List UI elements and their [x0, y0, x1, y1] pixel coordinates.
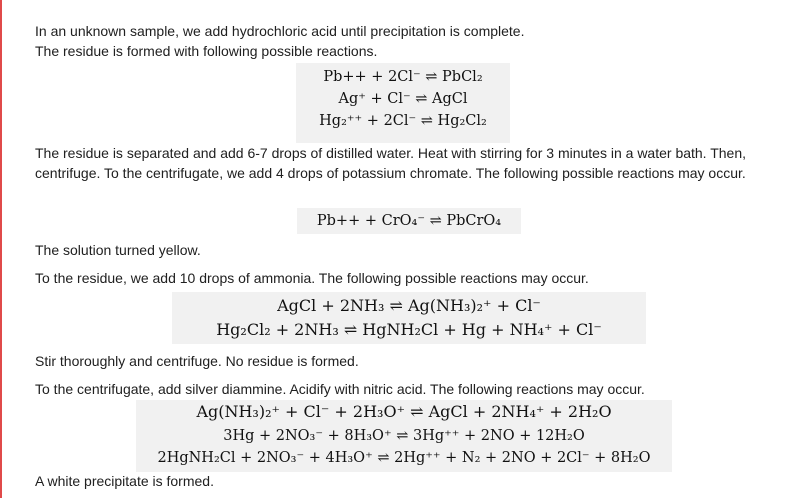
equation-hgnh2cl-oxidation: 2HgNH₂Cl + 2NO₃⁻ + 4H₃O⁺ ⇌ 2Hg⁺⁺ + N₂ + 2NO + 2Cl⁻ + 8H₂O [157, 450, 651, 466]
equation-group-3 [172, 292, 646, 344]
equation-group-4 [136, 400, 672, 472]
intro-line-2: The residue is formed with following possible reactions. [35, 43, 378, 59]
paragraph-nitric-acid: To the centrifugate, add silver diammine. Acidify with nitric acid. The following reactions may occur. [35, 381, 645, 397]
paragraph-no-residue: Stir thoroughly and centrifuge. No residue is formed. [35, 353, 359, 369]
equation-group-1 [296, 63, 510, 143]
equation-agcl: Ag⁺ + Cl⁻ ⇌ AgCl [338, 91, 468, 107]
paragraph-white-precipitate: A white precipitate is formed. [35, 473, 214, 489]
equation-group-2 [297, 208, 521, 234]
equation-hg2cl2: Hg₂⁺⁺ + 2Cl⁻ ⇌ Hg₂Cl₂ [319, 113, 487, 129]
intro-line-1: In an unknown sample, we add hydrochloric acid until precipitation is complete. [35, 23, 525, 39]
page-left-border [0, 0, 2, 498]
equation-pbcl2: Pb++ + 2Cl⁻ ⇌ PbCl₂ [323, 69, 483, 85]
equation-silver-diammine: Ag(NH₃)₂⁺ + Cl⁻ + 2H₃O⁺ ⇌ AgCl + 2NH₄⁺ + 2H₂O [196, 402, 612, 421]
paragraph-ammonia: To the residue, we add 10 drops of ammonia. The following possible reactions may occur. [35, 270, 589, 286]
equation-mercury-oxidation: 3Hg + 2NO₃⁻ + 8H₃O⁺ ⇌ 3Hg⁺⁺ + 2NO + 12H₂O [223, 428, 585, 444]
paragraph-yellow: The solution turned yellow. [35, 242, 201, 258]
equation-agcl-ammonia: AgCl + 2NH₃ ⇌ Ag(NH₃)₂⁺ + Cl⁻ [277, 296, 541, 315]
equation-pbcro4: Pb++ + CrO₄⁻ ⇌ PbCrO₄ [316, 213, 502, 229]
paragraph-water-bath: The residue is separated and add 6-7 drops of distilled water. Heat with stirring for 3 minutes in a water bath. Then, centrifuge. To the centrifugate, we add 4 drops of potassium chromate. The following possible reactions may occur. [35, 145, 747, 181]
equation-hg2cl2-ammonia: Hg₂Cl₂ + 2NH₃ ⇌ HgNH₂Cl + Hg + NH₄⁺ + Cl⁻ [216, 320, 602, 339]
